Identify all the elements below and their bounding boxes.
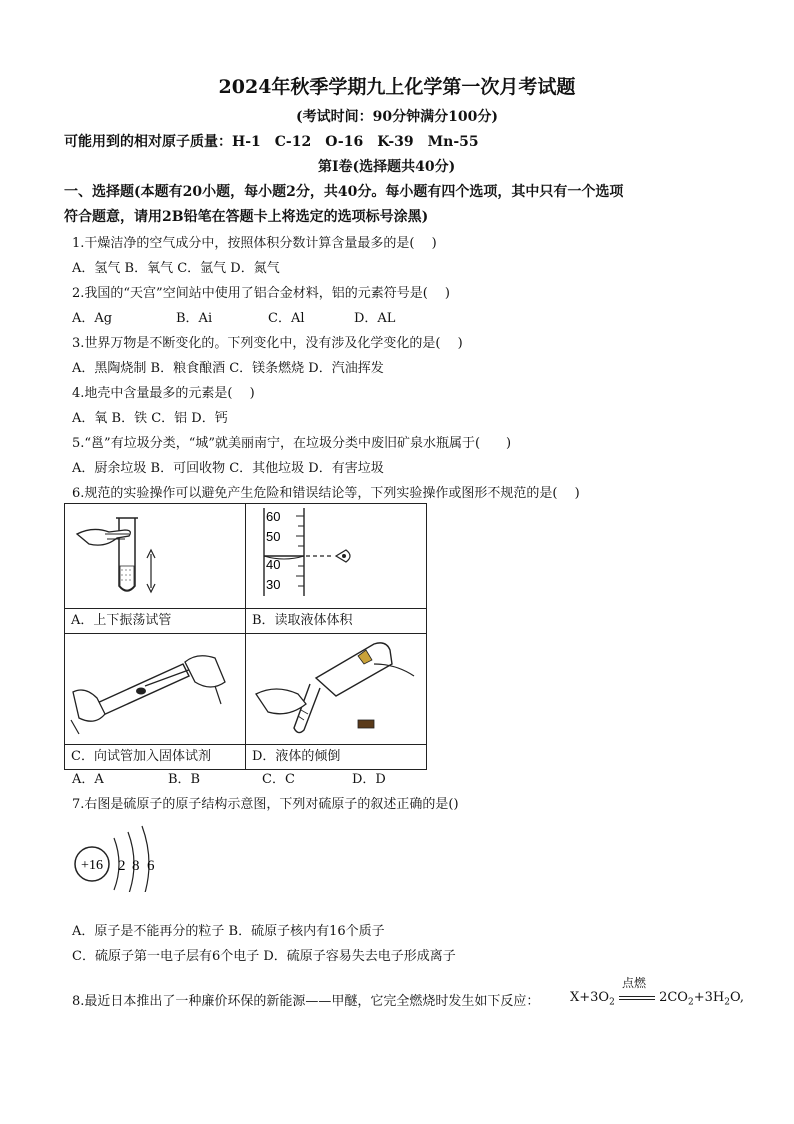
q5-stem: 5.“邕”有垃圾分类，“城”就美丽南宁，在垃圾分类中废旧矿泉水瓶属于( ) — [72, 436, 512, 451]
figure-a-cell — [65, 504, 246, 609]
q6-option-c: C．C — [262, 772, 295, 787]
q8-equation — [570, 975, 744, 1008]
q6-option-a: A．A — [72, 772, 104, 787]
rhs-subscript-2: 2 — [724, 997, 730, 1008]
reaction-arrow — [619, 975, 655, 1005]
section-instructions-1: 一、选择题(本题有20小题，每小题2分，共40分。每小题有四个选项，其中只有一个选项 — [64, 184, 624, 200]
equation-lhs: X+3O — [570, 990, 610, 1005]
shell-2-electrons: 8 — [132, 858, 140, 874]
scale-60: 60 — [266, 509, 281, 524]
read-volume-figure — [246, 504, 420, 604]
figure-c-cell — [65, 634, 246, 745]
q1-options: A．氢气 B．氧气 C．氩气 D．氮气 — [72, 261, 280, 276]
q2-stem: 2.我国的“天宫”空间站中使用了铝合金材料，铝的元素符号是( ) — [72, 286, 450, 301]
equation-rhs-2: +3H — [693, 990, 725, 1005]
figure-d-cell — [246, 634, 427, 745]
figure-c-caption: C．向试管加入固体试剂 — [65, 745, 246, 770]
scale-50: 50 — [266, 529, 281, 544]
q6-option-d: D．D — [352, 772, 386, 787]
q7-options-2: C．硫原子第一电子层有6个电子 D．硫原子容易失去电子形成离子 — [72, 949, 456, 964]
shake-test-tube-figure — [65, 504, 239, 604]
shell-3-electrons: 6 — [147, 858, 155, 874]
q2-option-b: B．Ai — [176, 311, 213, 326]
q2-option-a: A．Ag — [72, 311, 113, 326]
q7-options-1: A．原子是不能再分的粒子 B．硫原子核内有16个质子 — [72, 924, 385, 939]
equation-rhs-3: O, — [729, 990, 744, 1005]
q1-stem: 1.干燥洁净的空气成分中，按照体积分数计算含量最多的是( ) — [72, 236, 437, 251]
nucleus-charge: +16 — [81, 858, 103, 873]
q2-option-c: C．Al — [268, 311, 305, 326]
q7-stem: 7.右图是硫原子的原子结构示意图，下列对硫原子的叙述正确的是() — [72, 797, 459, 812]
q8-stem: 8.最近日本推出了一种廉价环保的新能源——甲醚，它完全燃烧时发生如下反应： — [72, 994, 540, 1009]
pour-liquid-figure — [246, 634, 420, 740]
lhs-subscript: 2 — [609, 997, 615, 1008]
q6-figure-table — [64, 503, 427, 770]
figure-b-cell — [246, 504, 427, 609]
add-solid-figure — [65, 634, 239, 740]
q6-option-b: B．B — [168, 772, 201, 787]
figure-a-caption: A．上下振荡试管 — [65, 609, 246, 634]
q2-option-d: D．AL — [354, 311, 396, 326]
q3-options: A．黑陶烧制 B．粮食酿酒 C．镁条燃烧 D．汽油挥发 — [72, 361, 384, 376]
scale-40: 40 — [266, 557, 281, 572]
q6-stem: 6.规范的实验操作可以避免产生危险和错误结论等，下列实验操作或图形不规范的是( ) — [72, 486, 580, 501]
exam-subtitle: (考试时间：90分钟满分100分) — [296, 109, 498, 125]
atomic-mass-line: 可能用到的相对原子质量：H-1 C-12 O-16 K-39 Mn-55 — [64, 134, 479, 150]
shell-1-electrons: 2 — [118, 858, 126, 874]
volume-heading: 第Ⅰ卷(选择题共40分) — [318, 159, 456, 175]
exam-title: 2024年秋季学期九上化学第一次月考试题 — [218, 76, 576, 98]
figure-b-caption: B．读取液体体积 — [246, 609, 427, 634]
equation-rhs-1: 2CO — [659, 990, 688, 1005]
scale-30: 30 — [266, 577, 281, 592]
section-instructions-2: 符合题意，请用2B铅笔在答题卡上将选定的选项标号涂黑) — [64, 209, 429, 225]
q5-options: A．厨余垃圾 B．可回收物 C．其他垃圾 D．有害垃圾 — [72, 461, 384, 476]
rhs-subscript-1: 2 — [687, 997, 694, 1008]
sulfur-atom-diagram — [70, 822, 170, 892]
q4-options: A．氧 B．铁 C．铝 D．钙 — [72, 411, 228, 426]
q3-stem: 3.世界万物是不断变化的。下列变化中，没有涉及化学变化的是( ) — [72, 336, 463, 351]
reaction-condition: 点燃 — [621, 975, 646, 990]
q4-stem: 4.地壳中含量最多的元素是( ) — [72, 386, 255, 401]
figure-d-caption: D．液体的倾倒 — [246, 745, 427, 770]
